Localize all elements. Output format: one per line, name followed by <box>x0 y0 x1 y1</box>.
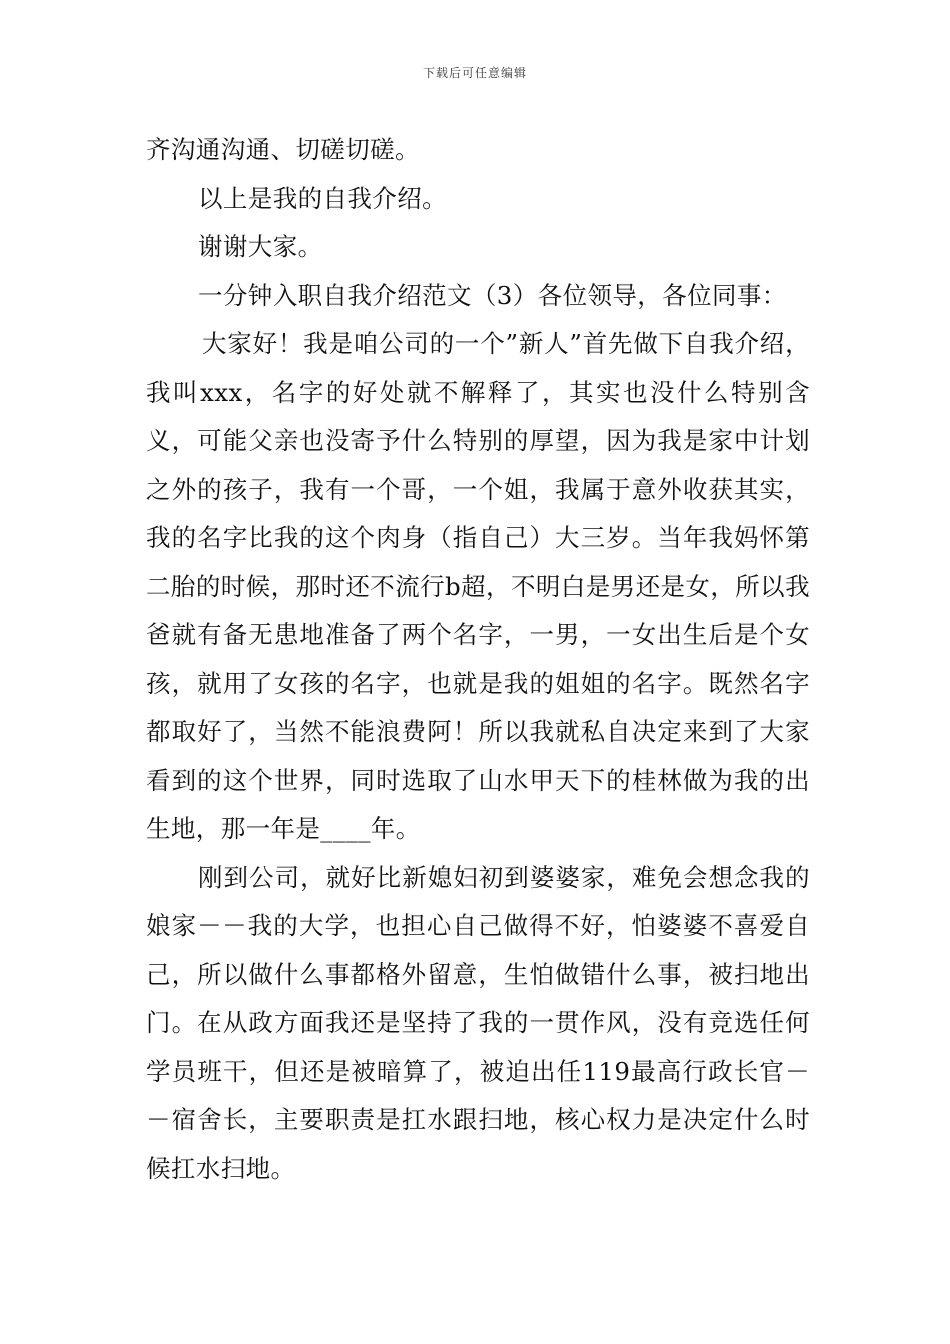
paragraph-section-title: 一分钟入职自我介绍范文（3）各位领导，各位同事： <box>198 280 787 310</box>
paragraph-company-arrival: 刚到公司，就好比新媳妇初到婆婆家，难免会想念我的娘家－－我的大学，也担心自己做得不好，怕婆婆不喜爱自己，所以做什么事都格外留意，生怕做错什么事，被扫地出门。在从政方面我还是坚持了我的一贯作风，没有竞选任何学员班干，但还是被暗算了，被迫出任119最高行政长官－－宿舍长，主要职责是扛水跟扫地，核心权力是决定什么时候扛水扫地。 <box>146 862 810 1183</box>
paragraph-thanks: 谢谢大家。 <box>198 232 323 261</box>
paragraph-closing: 以上是我的自我介绍。 <box>198 183 447 213</box>
paragraph-continuation: 齐沟通沟通、切磋切磋。 <box>146 135 420 164</box>
page-header: 下载后可任意编辑 <box>422 66 527 80</box>
document-body <box>146 126 810 1193</box>
paragraph-introduction: 大家好！我是咱公司的一个”新人”首先做下自我介绍，我叫xxx，名字的好处就不解释了，其实也没什么特别含义，可能父亲也没寄予什么特别的厚望，因为我是家中计划之外的孩子，我有一个哥，一个姐，我属于意外收获其实，我的名字比我的这个肉身（指自己）大三岁。当年我妈怀第二胎的时候，那时还不流行b超，不明白是男还是女，所以我爸就有备无患地准备了两个名字，一男，一女出生后是个女孩，就用了女孩的名字，也就是我的姐姐的名字。既然名字都取好了，当然不能浪费阿！所以我就私自决定来到了大家看到的这个世界，同时选取了山水甲天下的桂林做为我的出生地，那一年是____年。 <box>146 329 810 843</box>
